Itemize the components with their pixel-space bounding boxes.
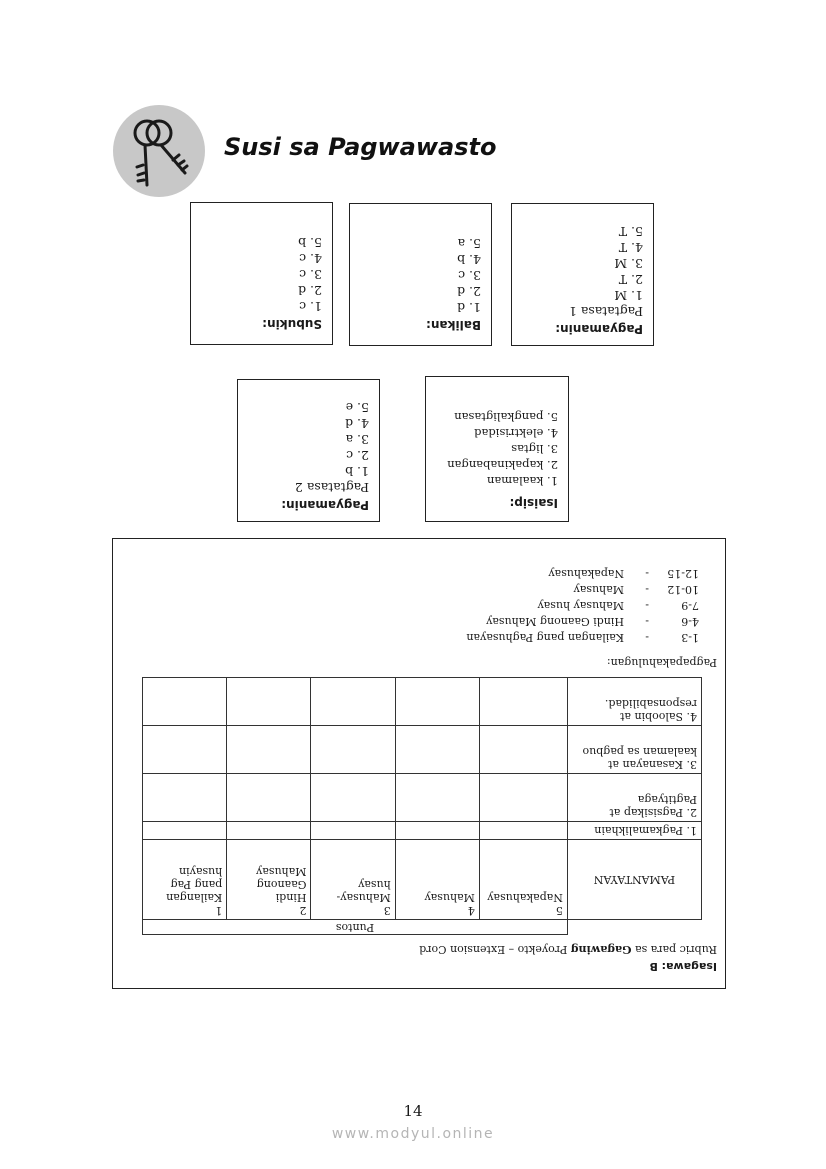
score-col-2: 2 Hindi Gaanong Mahusay	[227, 840, 311, 920]
pagyamanin2-item: 3. a	[345, 432, 369, 447]
scale-row: 1-3 - Kailangan pang Paghusayan	[466, 631, 699, 644]
subukin-item: 5. b	[298, 235, 322, 250]
balikan-item: 4. b	[457, 252, 481, 267]
isagawa-heading: Isagawa: B	[649, 960, 717, 973]
interpretation-scale	[121, 565, 699, 645]
answer-box-balikan	[349, 203, 492, 346]
balikan-item: 3. c	[458, 268, 481, 283]
isaisip-item: 4. elektrisidad	[474, 426, 558, 440]
answer-box-subukin	[190, 202, 333, 345]
pagyamanin1-item: 2. T	[618, 272, 643, 287]
pagyamanin1-subheading: Pagtatasa 1	[568, 304, 643, 319]
pagyamanin1-item: 3. M	[614, 256, 643, 271]
page-number: 14	[403, 1102, 423, 1120]
pagyamanin2-item: 5. e	[345, 400, 369, 415]
subukin-heading: Subukin:	[262, 317, 322, 331]
answer-box-pagyamanin-2	[237, 379, 380, 522]
criterion-row: 3. Kasanayan at kaalaman sa pagbuo	[567, 726, 701, 774]
score-col-1: 1 Kailangan pang Paghusayin	[143, 840, 227, 920]
scale-row: 4-6 - Hindi Gaanong Mahusay	[486, 615, 699, 628]
answer-box-pagyamanin-1	[511, 203, 654, 346]
pagyamanin2-item: 2. c	[346, 448, 369, 463]
answer-box-isagawa	[112, 538, 726, 989]
answer-box-isaisip	[425, 376, 569, 522]
pagyamanin2-heading: Pagyamanin:	[281, 498, 369, 512]
scale-row: 12-15 - Napakahusay	[548, 567, 699, 580]
pagyamanin1-item: 1. M	[614, 288, 643, 303]
criteria-header: PAMANTAYAN	[567, 840, 701, 920]
page-title: Susi sa Pagwawasto	[224, 133, 497, 161]
isaisip-heading: Isaisip:	[509, 496, 558, 510]
isaisip-item: 5. pangkaligtasan	[454, 410, 558, 424]
puntos-header: Puntos	[143, 920, 568, 935]
logo-badge	[113, 105, 205, 197]
pagyamanin2-item: 1. b	[345, 464, 369, 479]
subukin-item: 4. c	[299, 251, 322, 266]
scale-row: 7-9 - Mahusay husay	[537, 599, 699, 612]
isaisip-item: 2. kapakinabangan	[447, 458, 558, 472]
criterion-row: 4. Saloobin at responsabilidad.	[567, 678, 701, 726]
keys-icon	[113, 105, 205, 197]
pagyamanin1-item: 4. T	[618, 240, 643, 255]
balikan-item: 2. d	[457, 284, 481, 299]
criterion-row: 1. Pagkamalikhain	[567, 822, 701, 840]
criterion-row: 2. Pagsisikap at Pagtityaga	[567, 774, 701, 822]
subukin-item: 1. c	[299, 299, 322, 314]
pagyamanin2-item: 4. d	[345, 416, 369, 431]
pagyamanin2-subheading: Pagtatasa 2	[294, 480, 369, 495]
balikan-item: 5. a	[457, 236, 481, 251]
balikan-heading: Balikan:	[426, 318, 481, 332]
score-col-3: 3 Mahusay-husay	[311, 840, 395, 920]
subukin-item: 3. c	[299, 267, 322, 282]
pagyamanin1-item: 5. T	[618, 224, 643, 239]
score-col-5: 5 Napakahusay	[479, 840, 567, 920]
isaisip-item: 1. kaalaman	[486, 474, 558, 488]
subukin-item: 2. d	[298, 283, 322, 298]
watermark: www.modyul.online	[331, 1126, 495, 1142]
interpretation-label: Pagpapakahulugan:	[606, 656, 717, 669]
score-col-4: 4 Mahusay	[395, 840, 479, 920]
isagawa-intro: Rubric para sa Gagawing Proyekto – Extension Cord	[419, 943, 717, 956]
isaisip-item: 3. ligtas	[511, 442, 558, 456]
scale-row: 10-12 - Mahusay	[573, 583, 699, 596]
rubric-table	[142, 677, 702, 935]
balikan-item: 1. d	[457, 300, 481, 315]
pagyamanin1-heading: Pagyamanin:	[555, 322, 643, 336]
